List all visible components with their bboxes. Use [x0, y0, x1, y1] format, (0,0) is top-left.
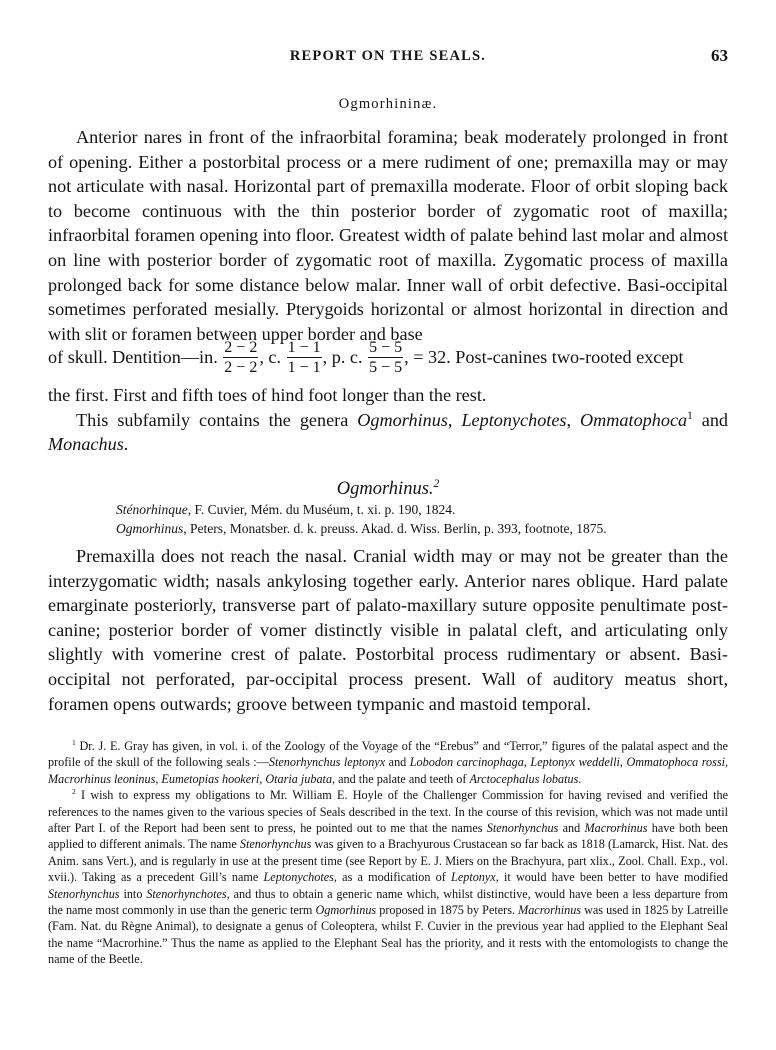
synonym-entry — [48, 519, 728, 538]
text-span: , — [155, 771, 162, 786]
taxon-name: Stenorhynchotes — [146, 886, 227, 901]
incisors-denominator: 2 − 2 — [224, 359, 258, 376]
species-name: Stenorhynchus leptonyx — [268, 755, 386, 770]
text-span: proposed in 1875 by Peters. — [376, 903, 519, 918]
taxon-name: Macrorhinus — [518, 903, 582, 918]
species-name: Ommatophoca rossi — [626, 755, 725, 770]
text-span: have both been applied to different animals. The name — [48, 821, 728, 852]
footnote-marker: 2 — [72, 787, 76, 797]
postcanines-numerator: 5 − 5 — [369, 339, 403, 356]
canines-numerator: 1 − 1 — [287, 339, 321, 356]
incisors-numerator: 2 − 2 — [224, 339, 258, 356]
postcanines-fraction — [368, 338, 403, 377]
postcanines-label: , p. c. — [322, 347, 363, 367]
species-name: Arctocephalus lobatus — [469, 771, 579, 786]
paragraph-genus-characters — [48, 544, 728, 716]
text-span: , as a modification of — [333, 870, 452, 885]
synonym-name: Sténorhinque — [116, 502, 188, 517]
canines-label: , c. — [259, 347, 282, 367]
text-span: and — [558, 821, 585, 836]
formula-total: , = 32. Post-canines two-rooted except — [404, 347, 684, 367]
footnote-marker: 1 — [72, 737, 76, 747]
taxon-name: Macrorhinus — [584, 821, 648, 836]
text-span: Dr. J. E. Gray has given, in vol. i. of the Zoology of the Voyage of the “Erebus” and “Terror,” figures of the palatal aspect and the profile of the skull of the following seals :— — [48, 739, 728, 770]
taxon-name: Leptonyx — [451, 870, 496, 885]
text-span: , — [447, 409, 462, 430]
paragraph-genera — [48, 408, 728, 457]
taxon-name: Stenorhynchus — [486, 821, 559, 836]
text-span: was used in 1825 by Latreille (Fam. Nat. du Règne Animal), to designate a genus of Coleoptera, whilst F. Cuvier in the previous year had applied to the Elephant Seal the name “Macrorhine.” Thus the name as applied to the Elephant Seal has the priority, and it rests with the entomologists to change the name of the Beetle. — [48, 903, 728, 967]
synonym-entry — [48, 500, 728, 519]
text-span: , — [523, 755, 531, 770]
text-span: , — [619, 755, 627, 770]
species-name: Macrorhinus leoninus — [48, 771, 156, 786]
taxon-name: Ogmorhinus — [315, 903, 377, 918]
text-span: and — [385, 755, 410, 770]
running-title: REPORT ON THE SEALS. — [289, 48, 487, 64]
paragraph-continuation — [48, 383, 728, 457]
footnotes — [48, 738, 728, 968]
incisors-fraction — [223, 338, 258, 377]
text-span: and — [692, 409, 729, 430]
text-span: , and thus to obtain a generic name which, whilst distinctive, would have been a less departure from the name most commonly in use than the generic term — [48, 886, 728, 918]
taxon-name: Stenorhynchus — [239, 837, 312, 852]
synonym-citation: , F. Cuvier, Mém. du Muséum, t. xi. p. 190, 1824. — [187, 502, 456, 517]
genus-name: Ogmorhinus — [357, 409, 448, 430]
text-span: , and the palate and teeth of — [332, 771, 470, 786]
genus-heading-text: Ogmorhinus. — [336, 479, 434, 499]
paragraph-subfamily-characters — [48, 125, 728, 346]
text-span: , — [566, 409, 581, 430]
postcanines-denominator: 5 − 5 — [369, 359, 403, 376]
taxon-name: Stenorhynchus — [48, 886, 120, 901]
synonym-citation: , Peters, Monatsber. d. k. preuss. Akad. d. Wiss. Berlin, p. 393, footnote, 1875. — [183, 521, 607, 536]
page-header — [0, 46, 776, 70]
species-name: Eumetopias hookeri — [161, 771, 260, 786]
taxon-name: Leptonychotes — [263, 870, 334, 885]
text-span: This subfamily contains the genera — [76, 409, 358, 430]
text-span: , it would have been better to have modified — [495, 870, 729, 885]
genus-name: Monachus — [48, 434, 124, 455]
section-heading: Ogmorhininæ. — [338, 96, 438, 112]
genus-name: Leptonychotes — [461, 409, 567, 430]
paragraph-text: Anterior nares in front of the infraorbital foramina; beak moderately prolonged in front of opening. Either a postorbital process or a mere rudiment of one; premaxilla may or may not articulate with nasal. Horizontal part of premaxilla moderate. Floor of orbit sloping back to become continuous with the thin posterior border of zygomatic root of maxilla; infraorbital foramen opening into floor. Greatest width of palate behind last molar and almost on line with posterior border of zygomatic root of maxilla. Zygomatic process of maxilla prolonged back for some distance below malar. Inner wall of orbit defective. Basi-occipital sometimes perforated mesially. Pterygoids horizontal or almost horizontal in direction and with slit or foramen between upper border and base — [48, 127, 728, 344]
text-span: , — [259, 771, 266, 786]
text-span: . — [123, 434, 129, 455]
canines-denominator: 1 − 1 — [287, 359, 321, 376]
formula-lead: of skull. Dentition—in. — [48, 347, 218, 367]
synonym-name: Ogmorhinus — [116, 521, 184, 536]
genus-name: Ommatophoca — [580, 409, 688, 430]
genus-heading — [48, 479, 728, 500]
text-span: , — [724, 755, 728, 770]
text-span: was given to a Brachyurous Crustacean so far back as 1818 (Lamarck, Hist. Nat. des Anim. sans Vert.), and is regularly in use at the present time (see Report by E. J. Miers on the Brachyura, part xlix., Zool. Chall. Exp., vol. xvii.). Taking as a precedent Gill’s name — [48, 837, 728, 885]
text-span: into — [119, 886, 147, 901]
footnote-2 — [48, 787, 728, 967]
synonymy-list — [48, 500, 728, 538]
text-span: I wish to express my obligations to Mr. William E. Hoyle of the Challenger Commission for having revised and verified the references to the names given to the various species of Seals described in the text. In the course of this revision, which was not made until after Part I. of the Report had been sent to press, he pointed out to me that the names — [48, 788, 728, 836]
footnote-1 — [48, 738, 728, 787]
species-name: Leptonyx weddelli — [530, 755, 620, 770]
paragraph-text: Premaxilla does not reach the nasal. Cranial width may or may not be greater than the interzygomatic width; nasals ankylosing together early. Anterior nares oblique. Hard palate emarginate posteriorly, transverse part of palato-maxillary suture opposite penultimate post-canine; posterior border of vomer distinctly visible in palatal cleft, and articulating only slightly with vomerine crest of palate. Postorbital process rudimentary or absent. Basi-occipital not perforated, par-occipital process present. Wall of auditory meatus short, foramen opens outwards; groove between tympanic and mastoid temporal. — [48, 546, 728, 714]
text-span: . — [578, 771, 582, 786]
page-number: 63 — [711, 46, 728, 65]
species-name: Otaria jubata — [265, 771, 333, 786]
footnote-reference[interactable]: 2 — [433, 477, 440, 490]
dentition-formula-line — [48, 338, 728, 384]
paragraph-text-after-formula: the first. First and fifth toes of hind foot longer than the rest. — [48, 385, 487, 405]
canines-fraction — [287, 338, 322, 377]
species-name: Lobodon carcinophaga — [409, 755, 524, 770]
footnote-reference[interactable]: 1 — [687, 409, 693, 422]
